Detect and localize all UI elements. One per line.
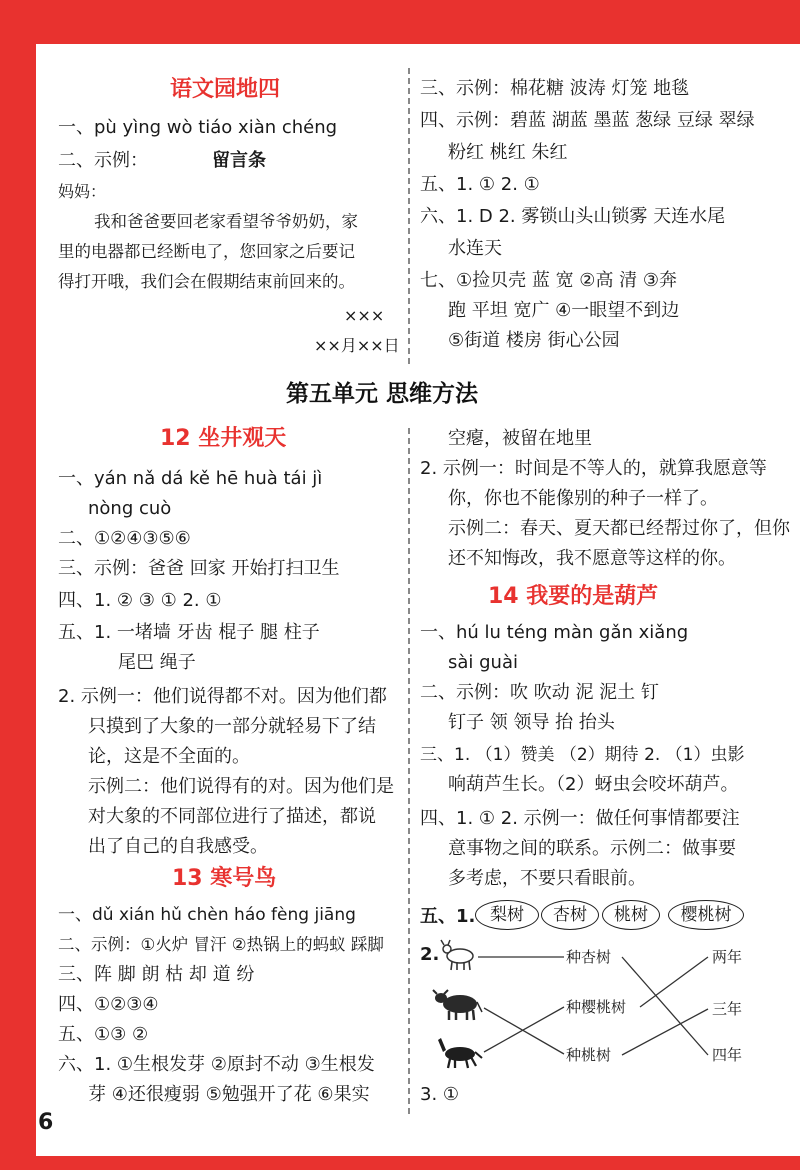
answer-line: sài guài <box>448 652 518 673</box>
match-line <box>484 1008 564 1054</box>
answer-line: 示例二：春天、夏天都已经帮过你了，但你 <box>448 518 790 539</box>
question-label: 2. <box>420 944 440 965</box>
tree-oval: 杏树 <box>541 900 599 930</box>
answer-line: 二、示例： <box>58 150 148 171</box>
match-line <box>640 957 708 1007</box>
question-label: 五、1. <box>420 906 476 927</box>
unit-title: 第五单元 思维方法 <box>286 381 479 407</box>
answer-line: 响葫芦生长。（2）蚜虫会咬坏葫芦。 <box>448 774 739 795</box>
answer-line: 一、yán nǎ dá kě hē huà tái jì <box>58 468 323 489</box>
year-label: 两年 <box>712 948 743 966</box>
answer-line: 芽 ④还很瘦弱 ⑤勉强开了花 ⑥果实 <box>88 1084 370 1105</box>
answer-line: 只摸到了大象的一部分就轻易下了结 <box>88 716 376 737</box>
note-date: ××月××日 <box>314 336 400 355</box>
note-body: 得打开哦，我们会在假期结束前回来的。 <box>58 272 355 291</box>
answer-line: 跑 平坦 宽广 ④一眼望不到边 <box>448 300 680 321</box>
answer-line: 3. ① <box>420 1084 460 1105</box>
answer-line: 五、1. 一堵墙 牙齿 棍子 腿 柱子 <box>58 622 320 643</box>
answer-line: 四、1. ① 2. 示例一：做任何事情都要注 <box>420 808 740 829</box>
answer-line: 二、示例：吹 吹动 泥 泥土 钉 <box>420 682 659 703</box>
answer-line: 三、阵 脚 朗 枯 却 道 纷 <box>58 964 255 985</box>
answer-line: 多考虑，不要只看眼前。 <box>448 868 646 889</box>
goat-icon <box>441 940 473 970</box>
match-line <box>484 1007 564 1052</box>
answer-line: 粉红 桃红 朱红 <box>448 142 568 163</box>
horse-icon <box>438 1038 482 1068</box>
cow-icon <box>433 990 482 1020</box>
answer-line: 一、dǔ xián hǔ chèn háo fèng jiāng <box>58 905 356 925</box>
answer-line: 三、1. （1）赞美 （2）期待 2. （1）虫影 <box>420 745 745 765</box>
answer-line: 三、示例：棉花糖 波涛 灯笼 地毯 <box>420 78 690 99</box>
plant-label: 种杏树 <box>566 948 612 966</box>
answer-line: 五、1. ① 2. ① <box>420 174 540 195</box>
answer-line: 四、1. ② ③ ① 2. ① <box>58 590 222 611</box>
answer-line: 还不知悔改，我不愿意等这样的你。 <box>448 548 736 569</box>
answer-line: 三、示例：爸爸 回家 开始打扫卫生 <box>58 558 340 579</box>
answer-line: ⑤街道 楼房 街心公园 <box>448 330 620 351</box>
note-body: 里的电器都已经断电了，您回家之后要记 <box>58 242 355 261</box>
tree-oval: 梨树 <box>475 900 539 930</box>
answer-line: 五、①③ ② <box>58 1024 149 1045</box>
answer-line: 2. 示例一：时间是不等人的，就算我愿意等 <box>420 458 767 479</box>
answer-line: 示例二：他们说得有的对。因为他们是 <box>88 776 394 797</box>
answer-line: 一、pù yìng wò tiáo xiàn chéng <box>58 117 338 138</box>
answer-line: 水连天 <box>448 238 502 259</box>
answer-line: 2. 示例一：他们说得都不对。因为他们都 <box>58 686 387 707</box>
match-line <box>622 957 708 1055</box>
answer-line: 空瘪，被留在地里 <box>448 428 592 449</box>
answer-line: 二、示例：①火炉 冒汗 ②热锅上的蚂蚁 踩脚 <box>58 935 384 954</box>
answer-line: 钉子 领 领导 抬 抬头 <box>448 712 615 733</box>
answer-line: nòng cuò <box>88 498 172 519</box>
lesson-title-12: 12 坐井观天 <box>160 426 287 451</box>
answer-line: 论，这是不全面的。 <box>88 746 250 767</box>
plant-label: 种樱桃树 <box>566 998 627 1016</box>
plant-label: 种桃树 <box>566 1046 612 1064</box>
answer-line: 七、①捡贝壳 蓝 宽 ②高 清 ③奔 <box>420 270 678 291</box>
answer-line: 四、①②③④ <box>58 994 159 1015</box>
page-number: 6 <box>38 1110 54 1135</box>
answer-line: 一、hú lu téng màn gǎn xiǎng <box>420 622 689 643</box>
match-line <box>622 1009 708 1055</box>
lesson-title-14: 14 我要的是葫芦 <box>488 584 659 609</box>
answer-line: 四、示例：碧蓝 湖蓝 墨蓝 葱绿 豆绿 翠绿 <box>420 110 755 131</box>
note-signature: ××× <box>344 306 385 325</box>
section-title-yuwen-yuandi: 语文园地四 <box>170 77 281 102</box>
note-heading: 留言条 <box>212 150 266 171</box>
year-label: 三年 <box>712 1000 743 1018</box>
answer-line: 意事物之间的联系。示例二：做事要 <box>448 838 736 859</box>
tree-oval: 桃树 <box>602 900 660 930</box>
answer-line: 你，你也不能像别的种子一样了。 <box>448 488 718 509</box>
answer-line: 六、1. D 2. 雾锁山头山锁雾 天连水尾 <box>420 206 726 227</box>
answer-line: 尾巴 绳子 <box>118 652 196 673</box>
year-label: 四年 <box>712 1046 743 1064</box>
lesson-title-13: 13 寒号鸟 <box>172 866 277 891</box>
answer-line: 二、①②④③⑤⑥ <box>58 528 191 549</box>
answer-line: 六、1. ①生根发芽 ②原封不动 ③生根发 <box>58 1054 375 1075</box>
answer-line: 对大象的不同部位进行了描述，都说 <box>88 806 376 827</box>
answer-line: 出了自己的自我感受。 <box>88 836 268 857</box>
note-salutation: 妈妈： <box>58 182 107 201</box>
tree-oval: 樱桃树 <box>668 900 744 930</box>
note-body: 我和爸爸要回老家看望爷爷奶奶，家 <box>94 212 358 231</box>
